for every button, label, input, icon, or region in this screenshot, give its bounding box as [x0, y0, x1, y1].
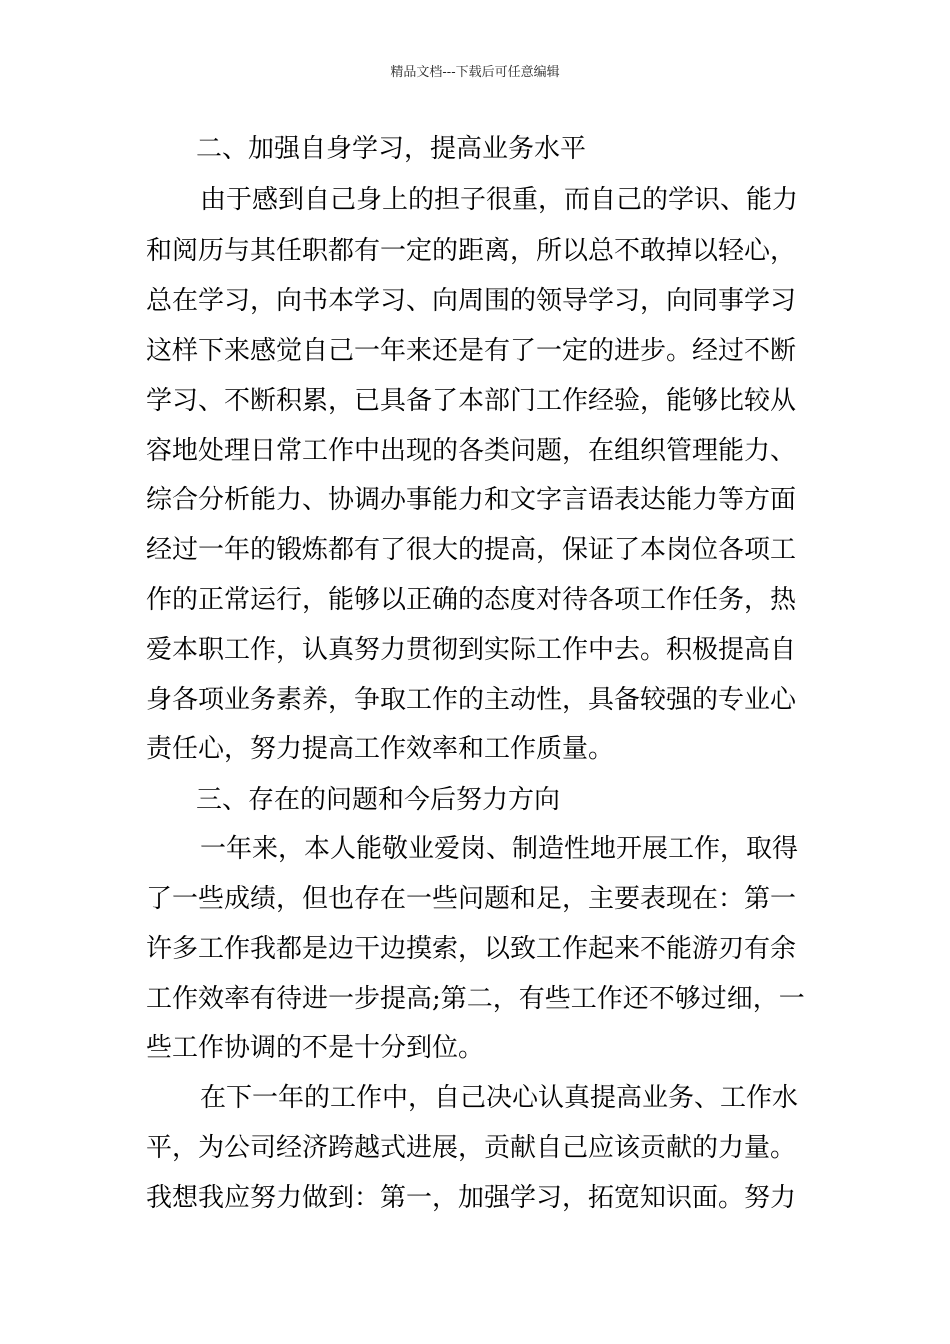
page-header: 精品文档---下载后可任意编辑 [390, 65, 560, 80]
section-heading-3: 三、存在的问题和今后努力方向 [196, 785, 561, 815]
paragraph-line: 在下一年的工作中，自己决心认真提高业务、工作水 [200, 1083, 799, 1113]
paragraph-line: 许多工作我都是边干边摸索，以致工作起来不能游刃有余 [146, 934, 797, 964]
section-heading-2: 二、加强自身学习，提高业务水平 [196, 134, 587, 164]
paragraph-line: 学习、不断积累，已具备了本部门工作经验，能够比较从 [146, 386, 797, 416]
paragraph-line: 总在学习，向书本学习、向周围的领导学习，向同事学习 [146, 286, 797, 316]
paragraph-line: 爱本职工作，认真努力贯彻到实际工作中去。积极提高自 [146, 635, 797, 665]
paragraph-line: 一年来，本人能敬业爱岗、制造性地开展工作，取得 [200, 834, 799, 864]
paragraph-line: 工作效率有待进一步提高;第二，有些工作还不够过细，一 [146, 984, 805, 1014]
paragraph-line: 责任心，努力提高工作效率和工作质量。 [146, 734, 615, 764]
paragraph-line: 身各项业务素养，争取工作的主动性，具备较强的专业心 [146, 685, 797, 715]
paragraph-line: 和阅历与其任职都有一定的距离，所以总不敢掉以轻心， [146, 236, 797, 266]
paragraph-line: 些工作协调的不是十分到位。 [146, 1033, 485, 1063]
paragraph-line: 平，为公司经济跨越式进展，贡献自己应该贡献的力量。 [146, 1133, 797, 1163]
paragraph-line: 这样下来感觉自己一年来还是有了一定的进步。经过不断 [146, 336, 797, 366]
paragraph-line: 综合分析能力、协调办事能力和文字言语表达能力等方面 [146, 485, 797, 515]
paragraph-line: 由于感到自己身上的担子很重，而自己的学识、能力 [200, 185, 799, 215]
paragraph-line: 经过一年的锻炼都有了很大的提高，保证了本岗位各项工 [146, 535, 797, 565]
paragraph-line: 容地处理日常工作中出现的各类问题，在组织管理能力、 [146, 436, 797, 466]
paragraph-line: 了一些成绩，但也存在一些问题和足，主要表现在：第一 [146, 884, 797, 914]
paragraph-line: 我想我应努力做到：第一，加强学习，拓宽知识面。努力 [146, 1183, 797, 1213]
paragraph-line: 作的正常运行，能够以正确的态度对待各项工作任务，热 [146, 585, 797, 615]
